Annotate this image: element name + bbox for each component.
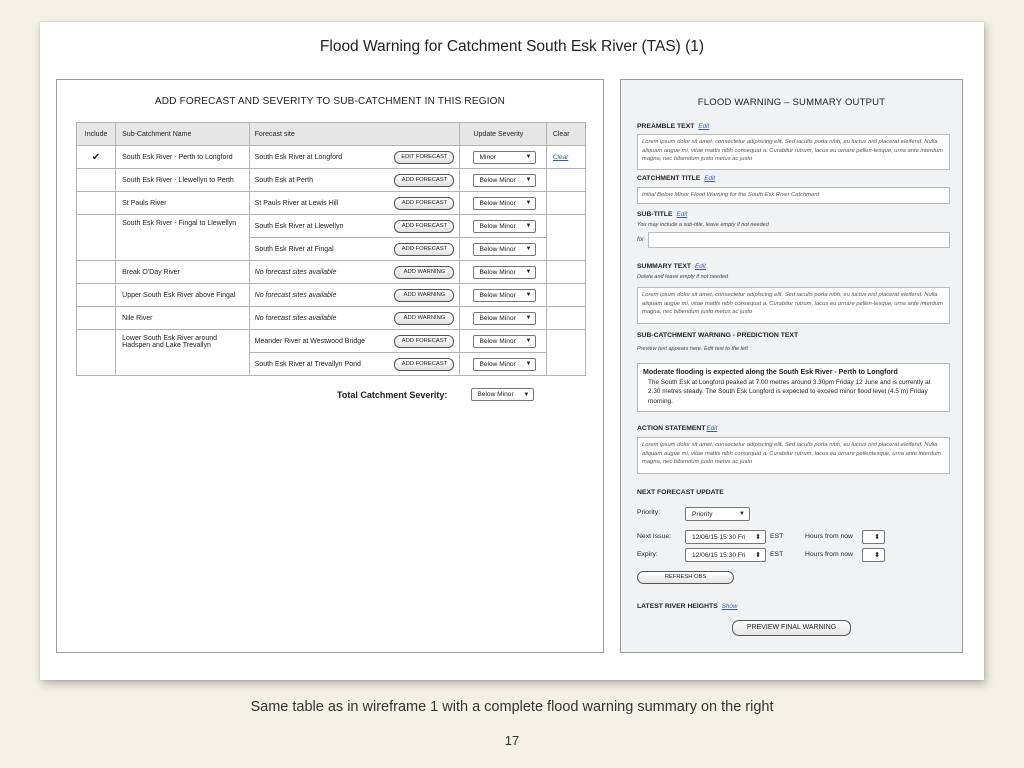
include-cell[interactable] (77, 146, 116, 169)
col-header-include: Include (77, 123, 116, 146)
severity-value: Below Minor (479, 176, 516, 184)
next-issue-select[interactable] (685, 530, 766, 544)
severity-select[interactable] (473, 266, 536, 279)
prediction-headline: Moderate flooding is expected along the South Esk River - Perth to Longford (643, 369, 898, 376)
severity-select[interactable] (473, 358, 536, 371)
chevron-down-icon: ▼ (525, 269, 532, 275)
severity-cell (460, 307, 546, 330)
latest-heights-section (637, 603, 737, 610)
forecast-site-name: South Esk River at Trevallyn Pond (254, 360, 361, 368)
forecast-site-name: South Esk River at Llewellyn (254, 222, 344, 230)
col-header-site: Forecast site (249, 123, 460, 146)
expiry-select[interactable] (685, 548, 766, 562)
severity-value: Below Minor (479, 360, 516, 368)
expiry-hours-label: Hours from now (805, 551, 853, 558)
severity-cell (460, 261, 546, 284)
forecast-site-cell (249, 238, 460, 261)
action-text-box[interactable]: Lorem ipsum dolor sit amet, consectetur adipiscing elit. Sed iaculis porta nibh, eu luctus nisl placerat eleifend. Nulla aliquam augue mi, vitae mattis nibh consequat a. Curabitur rutrum, lacus eu ornare pellentesque, urna ante interdum magna, nec bibendum justo metus ac justo (637, 437, 950, 474)
forecast-site-name: South Esk at Perth (254, 176, 314, 184)
forecast-site-name: South Esk River at Longford (254, 153, 343, 161)
severity-select[interactable] (473, 289, 536, 302)
table-row (77, 261, 586, 284)
clear-cell (546, 146, 585, 169)
table-row (77, 192, 586, 215)
priority-label: Priority: (637, 509, 661, 516)
severity-select[interactable] (473, 243, 536, 256)
prediction-body: The South Esk at Longford peaked at 7.00 metres around 3.30pm Friday 12 June and is currently at 2.30 metres steady. The South Esk Longford is expected to exceed minor flood level (4.5 m) Friday morning. (648, 378, 931, 405)
chevron-down-icon: ▼ (525, 361, 532, 367)
slide (40, 22, 984, 680)
add-warning-button[interactable]: ADD WARNING (394, 266, 454, 279)
severity-cell (460, 192, 546, 215)
forecast-site-name: St Pauls River at Lewis Hill (254, 199, 339, 207)
subtitle-prefix: for (637, 237, 645, 243)
next-issue-hours-stepper[interactable] (862, 530, 885, 544)
next-issue-label: Next Issue: (637, 533, 671, 540)
col-header-clear: Clear (546, 123, 585, 146)
total-severity (337, 388, 534, 401)
severity-value: Below Minor (479, 222, 516, 230)
sub-catchment-panel (56, 79, 604, 653)
severity-select[interactable] (473, 220, 536, 233)
action-label: ACTION STATEMENT (637, 425, 706, 432)
clear-cell (546, 192, 585, 215)
forecast-site-name: No forecast sites available (254, 291, 337, 299)
expiry-hours-stepper[interactable] (862, 548, 885, 562)
add-warning-button[interactable]: ADD WARNING (394, 289, 454, 302)
severity-cell (460, 146, 546, 169)
forecast-site-cell (249, 146, 460, 169)
subtitle-hint: You may include a sub-title, leave empty if not needed (637, 222, 769, 228)
preamble-label: PREAMBLE TEXT (637, 123, 695, 130)
chevron-down-icon: ▼ (525, 338, 532, 344)
prediction-preview-box (637, 363, 950, 412)
expiry-tz: EST (770, 551, 784, 558)
forecast-site-cell (249, 215, 460, 238)
slide-caption: Same table as in wireframe 1 with a complete flood warning summary on the right (250, 699, 774, 715)
chevron-down-icon: ▼ (739, 511, 745, 517)
severity-value: Below Minor (479, 245, 516, 253)
next-issue-value: 12/06/15 15:30 Fri (692, 533, 746, 541)
add-forecast-button[interactable]: ADD FORECAST (394, 220, 454, 233)
summary-heading: FLOOD WARNING – SUMMARY OUTPUT (697, 97, 886, 108)
severity-cell (460, 238, 546, 261)
summary-output-panel (620, 79, 963, 653)
forecast-site-cell (249, 307, 460, 330)
sub-catchment-heading: ADD FORECAST AND SEVERITY TO SUB-CATCHMENT IN THIS REGION (154, 96, 506, 107)
summary-hint: Delete and leave empty if not needed (637, 274, 729, 280)
sub-catchment-name: South Esk River - Perth to Longford (116, 146, 250, 169)
severity-value: Below Minor (479, 337, 516, 345)
priority-select[interactable] (685, 507, 750, 521)
include-cell[interactable] (77, 330, 116, 376)
catchment-title-edit-link[interactable]: Edit (704, 175, 716, 182)
chevron-down-icon: ▼ (525, 292, 532, 298)
expiry-value: 12/06/15 15:30 Fri (692, 551, 746, 559)
next-issue-tz: EST (770, 533, 784, 540)
forecast-site-cell (249, 284, 460, 307)
severity-select[interactable] (473, 151, 536, 164)
add-forecast-button[interactable]: ADD FORECAST (394, 174, 454, 187)
stepper-icon: ⬍ (874, 552, 880, 559)
include-cell[interactable] (77, 307, 116, 330)
expiry-label: Expiry: (637, 551, 658, 558)
forecast-site-cell (249, 353, 460, 376)
severity-value: Below Minor (479, 314, 516, 322)
include-cell[interactable] (77, 192, 116, 215)
severity-cell (460, 330, 546, 353)
col-header-severity: Update Severity (460, 123, 546, 146)
clear-link[interactable]: Clear (552, 153, 569, 161)
forecast-site-name: No forecast sites available (254, 268, 337, 276)
chevron-down-icon: ▼ (525, 200, 532, 206)
table-row (77, 284, 586, 307)
severity-cell (460, 169, 546, 192)
clear-cell (546, 215, 585, 261)
latest-heights-show-link[interactable]: Show (721, 603, 738, 610)
severity-select[interactable] (473, 197, 536, 210)
chevron-down-icon: ▼ (525, 223, 532, 229)
severity-value: Below Minor (479, 291, 516, 299)
total-severity-value: Below Minor (477, 391, 514, 398)
add-forecast-button[interactable]: ADD FORECAST (394, 335, 454, 348)
forecast-site-name: Meander River at Westwood Bridge (254, 337, 366, 345)
total-severity-select[interactable] (471, 388, 534, 401)
table-row (77, 146, 586, 169)
include-cell[interactable] (77, 215, 116, 261)
preamble-section (637, 123, 709, 130)
severity-cell (460, 353, 546, 376)
severity-cell (460, 215, 546, 238)
severity-select[interactable] (473, 312, 536, 325)
include-cell[interactable] (77, 261, 116, 284)
sub-catchment-name: South Esk River - Fingal to Llewellyn (116, 215, 250, 261)
total-severity-label: Total Catchment Severity: (337, 389, 448, 400)
add-forecast-button[interactable]: ADD FORECAST (394, 358, 454, 371)
clear-cell (546, 330, 585, 376)
page-number: 17 (504, 733, 520, 748)
add-warning-button[interactable]: ADD WARNING (394, 312, 454, 325)
page-title: Flood Warning for Catchment South Esk River (TAS) (1) (319, 38, 705, 55)
add-forecast-button[interactable]: ADD FORECAST (394, 243, 454, 256)
action-section (637, 425, 717, 432)
next-issue-hours-label: Hours from now (805, 533, 853, 540)
catchment-title-field[interactable]: Initial Below Minor Flood Warning for the South Esk River Catchment (637, 187, 950, 204)
clear-cell (546, 307, 585, 330)
table-row (77, 215, 586, 238)
refresh-obs-button[interactable]: REFRESH OBS (637, 571, 734, 584)
clear-cell (546, 261, 585, 284)
subtitle-section (637, 211, 687, 218)
next-forecast-label: NEXT FORECAST UPDATE (637, 489, 724, 496)
preview-final-warning-button[interactable]: PREVIEW FINAL WARNING (732, 620, 851, 636)
table-header-row (77, 123, 586, 146)
sub-catchment-table (76, 122, 586, 376)
chevron-down-icon: ▼ (525, 154, 532, 160)
sub-catchment-name: Break O'Day River (116, 261, 250, 284)
summary-edit-link[interactable]: Edit (695, 263, 706, 270)
forecast-site-cell (249, 330, 460, 353)
sub-catchment-name: Upper South Esk River above Fingal (116, 284, 250, 307)
stepper-icon: ⬍ (874, 534, 880, 541)
sub-catchment-name: St Pauls River (116, 192, 250, 215)
catchment-title-section (637, 175, 715, 182)
stepper-icon: ⬍ (755, 552, 761, 559)
severity-value: Below Minor (479, 268, 516, 276)
add-forecast-button[interactable]: ADD FORECAST (394, 197, 454, 210)
sub-catchment-name: South Esk River - Llewellyn to Perth (116, 169, 250, 192)
catchment-title-label: CATCHMENT TITLE (637, 175, 701, 182)
summary-text-box[interactable]: Lorem ipsum dolor sit amet, consectetur adipiscing elit. Sed iaculis porta nibh, eu luctus nisl placerat eleifend. Nulla aliquam augue mi, vitae mattis nibh consequat a. Curabitur rutrum, lacus eu ornare pellen-tesque, urna ante interdum magna, nec bibendum justo metus ac justo (637, 287, 950, 324)
subtitle-field[interactable] (648, 232, 950, 248)
sub-catchment-name: Nile River (116, 307, 250, 330)
table-row (77, 330, 586, 353)
subtitle-edit-link[interactable]: Edit (676, 211, 688, 218)
prediction-label: SUB-CATCHMENT WARNING - PREDICTION TEXT (637, 332, 799, 339)
stepper-icon: ⬍ (755, 534, 761, 541)
clear-cell (546, 169, 585, 192)
action-edit-link[interactable]: Edit (706, 425, 718, 432)
edit-forecast-button[interactable]: EDIT FORECAST (394, 151, 454, 164)
latest-heights-label: LATEST RIVER HEIGHTS (637, 603, 718, 610)
col-header-name: Sub-Catchment Name (116, 123, 250, 146)
severity-value: Below Minor (479, 199, 516, 207)
chevron-down-icon: ▼ (525, 177, 532, 183)
include-cell[interactable] (77, 169, 116, 192)
severity-cell (460, 284, 546, 307)
table-row (77, 169, 586, 192)
forecast-site-name: South Esk River at Fingal (254, 245, 334, 253)
chevron-down-icon: ▼ (525, 246, 532, 252)
prediction-hint: Preview text appears here. Edit text to the left (637, 346, 748, 352)
summary-label: SUMMARY TEXT (637, 263, 691, 270)
forecast-site-cell (249, 261, 460, 284)
severity-value: Minor (479, 153, 496, 161)
chevron-down-icon: ▼ (525, 315, 532, 321)
forecast-site-cell (249, 192, 460, 215)
sub-catchment-name: Lower South Esk River around Hadspen and Lake Trevallyn (116, 330, 250, 376)
prediction-section (637, 332, 798, 339)
summary-section (637, 263, 706, 270)
checkmark-icon: ✔ (91, 151, 101, 163)
severity-select[interactable] (473, 174, 536, 187)
preamble-edit-link[interactable]: Edit (698, 123, 710, 130)
clear-cell (546, 284, 585, 307)
include-cell[interactable] (77, 284, 116, 307)
forecast-site-name: No forecast sites available (254, 314, 337, 322)
table-row (77, 307, 586, 330)
priority-value: Priority (692, 510, 713, 518)
forecast-site-cell (249, 169, 460, 192)
preamble-text-box[interactable]: Lorem ipsum dolor sit amet, consectetur adipiscing elit. Sed iaculis porta nibh, eu luctus nisl placerat eleifend. Nulla aliquam augue mi, vitae mattis nibh consequat a. Curabitur rutrum, lacus eu ornare pellen-tesque, urna ante interdum magna, nec bibendum justo metus ac justo (637, 134, 950, 170)
next-forecast-section (637, 489, 724, 496)
chevron-down-icon: ▼ (523, 391, 530, 398)
subtitle-label: SUB-TITLE (637, 211, 673, 218)
severity-select[interactable] (473, 335, 536, 348)
